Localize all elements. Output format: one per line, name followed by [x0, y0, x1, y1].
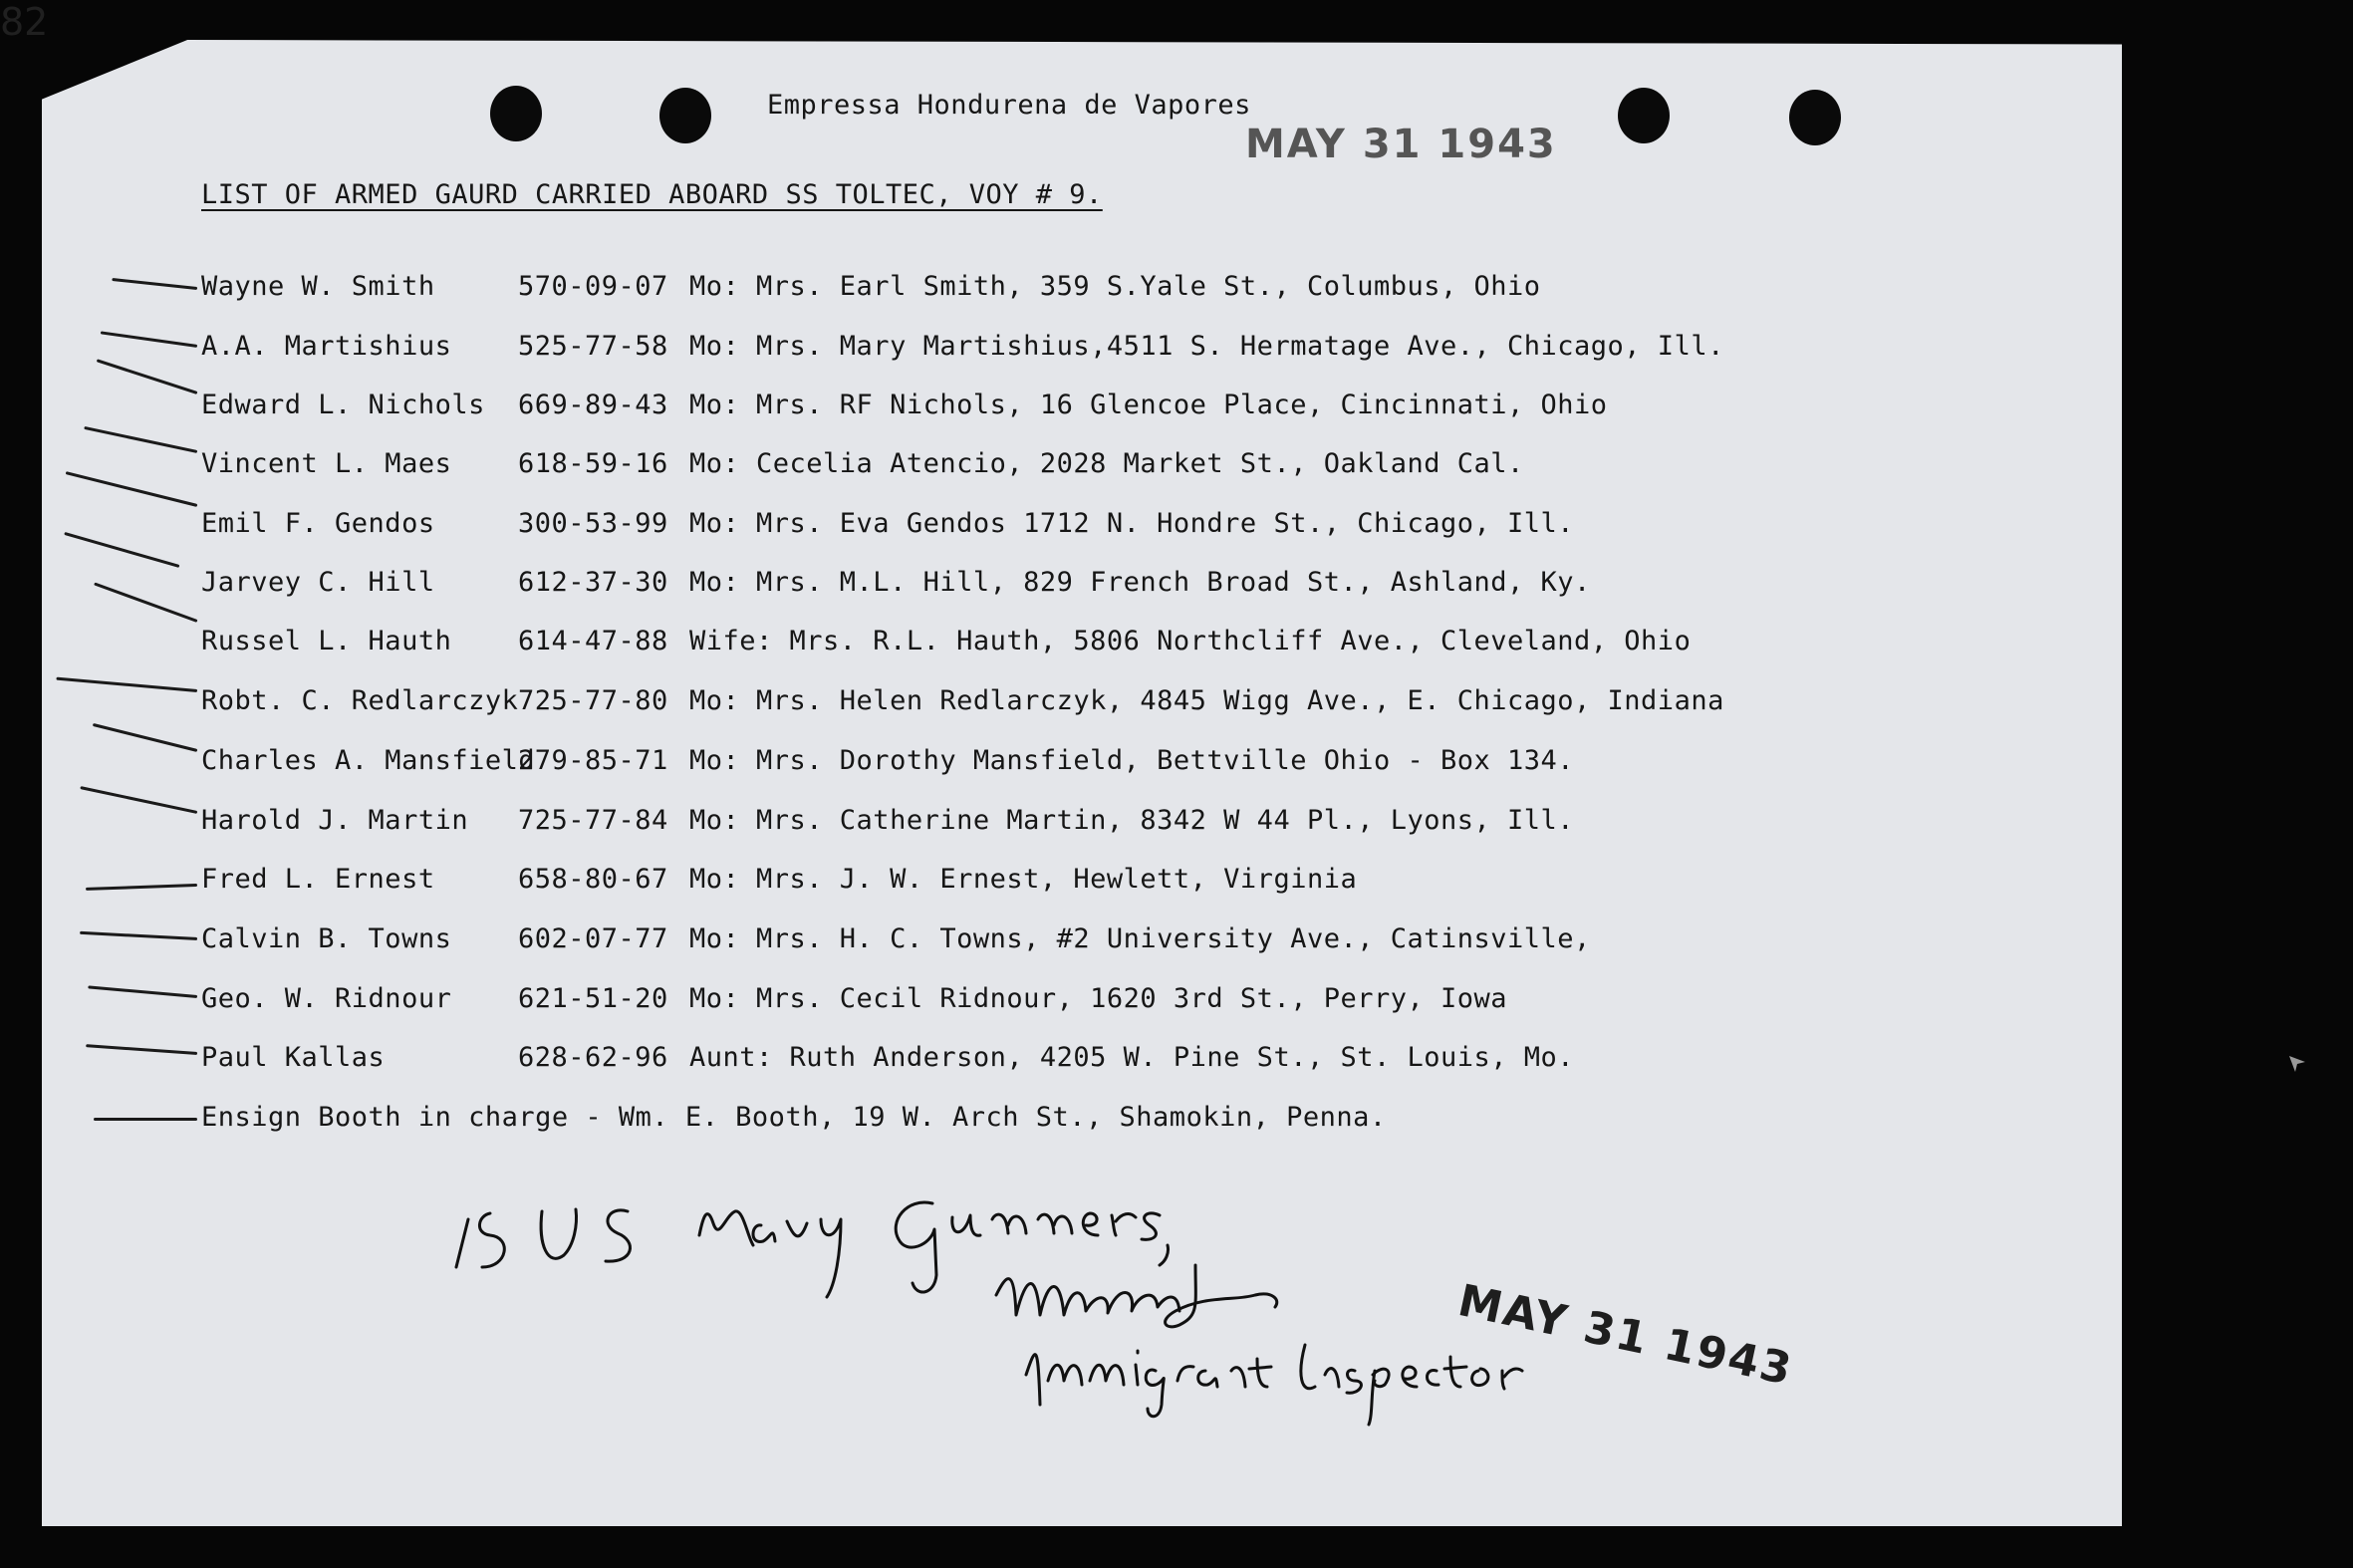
service-number: 279-85-71: [518, 745, 668, 776]
next-of-kin-address: Aunt: Ruth Anderson, 4205 W. Pine St., St. Louis, Mo.: [689, 1042, 1575, 1073]
pointer-mark-icon: [2287, 1054, 2307, 1074]
service-number: 570-09-07: [518, 271, 668, 302]
service-number: 614-47-88: [518, 626, 668, 656]
check-tick-mark: [94, 1118, 197, 1121]
punch-hole: [1789, 90, 1841, 145]
punch-hole: [490, 86, 542, 141]
crew-name: Robt. C. Redlarczyk: [201, 685, 519, 716]
page-number: 82: [0, 0, 49, 44]
next-of-kin-address: Mo: Mrs. Earl Smith, 359 S.Yale St., Columbus, Ohio: [689, 271, 1541, 302]
crew-name: Edward L. Nichols: [201, 390, 485, 420]
crew-name: A.A. Martishius: [201, 331, 452, 362]
service-number: 525-77-58: [518, 331, 668, 362]
service-number: 628-62-96: [518, 1042, 668, 1073]
next-of-kin-address: Mo: Cecelia Atencio, 2028 Market St., Oakland Cal.: [689, 448, 1524, 479]
crew-name: Emil F. Gendos: [201, 508, 435, 539]
next-of-kin-address: Mo: Mrs. Cecil Ridnour, 1620 3rd St., Perry, Iowa: [689, 983, 1508, 1014]
officer-in-charge-line: Ensign Booth in charge - Wm. E. Booth, 19 W. Arch St., Shamokin, Penna.: [201, 1102, 1387, 1133]
next-of-kin-address: Mo: Mrs. Catherine Martin, 8342 W 44 Pl., Lyons, Ill.: [689, 805, 1575, 836]
next-of-kin-address: Mo: Mrs. Helen Redlarczyk, 4845 Wigg Ave., E. Chicago, Indiana: [689, 685, 1724, 716]
crew-name: Charles A. Mansfield: [201, 745, 536, 776]
page-title: LIST OF ARMED GAURD CARRIED ABOARD SS TOLTEC, VOY # 9.: [201, 179, 1103, 210]
service-number: 602-07-77: [518, 923, 668, 954]
crew-name: Fred L. Ernest: [201, 864, 435, 895]
date-stamp-bottom: MAY 31 1943: [1453, 1275, 1798, 1396]
service-number: 618-59-16: [518, 448, 668, 479]
next-of-kin-address: Mo: Mrs. Dorothy Mansfield, Bettville Ohio - Box 134.: [689, 745, 1575, 776]
service-number: 725-77-80: [518, 685, 668, 716]
service-number: 300-53-99: [518, 508, 668, 539]
crew-name: Harold J. Martin: [201, 805, 469, 836]
next-of-kin-address: Mo: Mrs. Mary Martishius,4511 S. Hermatage Ave., Chicago, Ill.: [689, 331, 1724, 362]
date-stamp-top: MAY 31 1943: [1245, 122, 1557, 167]
crew-name: Geo. W. Ridnour: [201, 983, 452, 1014]
crew-name: Vincent L. Maes: [201, 448, 452, 479]
next-of-kin-address: Mo: Mrs. RF Nichols, 16 Glencoe Place, Cincinnati, Ohio: [689, 390, 1608, 420]
service-number: 725-77-84: [518, 805, 668, 836]
crew-name: Russel L. Hauth: [201, 626, 452, 656]
crew-name: Jarvey C. Hill: [201, 567, 435, 598]
next-of-kin-address: Mo: Mrs. Eva Gendos 1712 N. Hondre St., Chicago, Ill.: [689, 508, 1575, 539]
service-number: 669-89-43: [518, 390, 668, 420]
service-number: 621-51-20: [518, 983, 668, 1014]
service-number: 658-80-67: [518, 864, 668, 895]
punch-hole: [659, 88, 711, 143]
crew-name: Wayne W. Smith: [201, 271, 435, 302]
next-of-kin-address: Mo: Mrs. J. W. Ernest, Hewlett, Virginia: [689, 864, 1358, 895]
next-of-kin-address: Mo: Mrs. M.L. Hill, 829 French Broad St., Ashland, Ky.: [689, 567, 1591, 598]
crew-name: Calvin B. Towns: [201, 923, 452, 954]
service-number: 612-37-30: [518, 567, 668, 598]
next-of-kin-address: Mo: Mrs. H. C. Towns, #2 University Ave., Catinsville,: [689, 923, 1591, 954]
handwritten-annotation: [438, 1176, 1574, 1474]
company-header: Empressa Hondurena de Vapores: [767, 90, 1251, 121]
punch-hole: [1618, 88, 1670, 143]
next-of-kin-address: Wife: Mrs. R.L. Hauth, 5806 Northcliff Ave., Cleveland, Ohio: [689, 626, 1692, 656]
crew-name: Paul Kallas: [201, 1042, 386, 1073]
